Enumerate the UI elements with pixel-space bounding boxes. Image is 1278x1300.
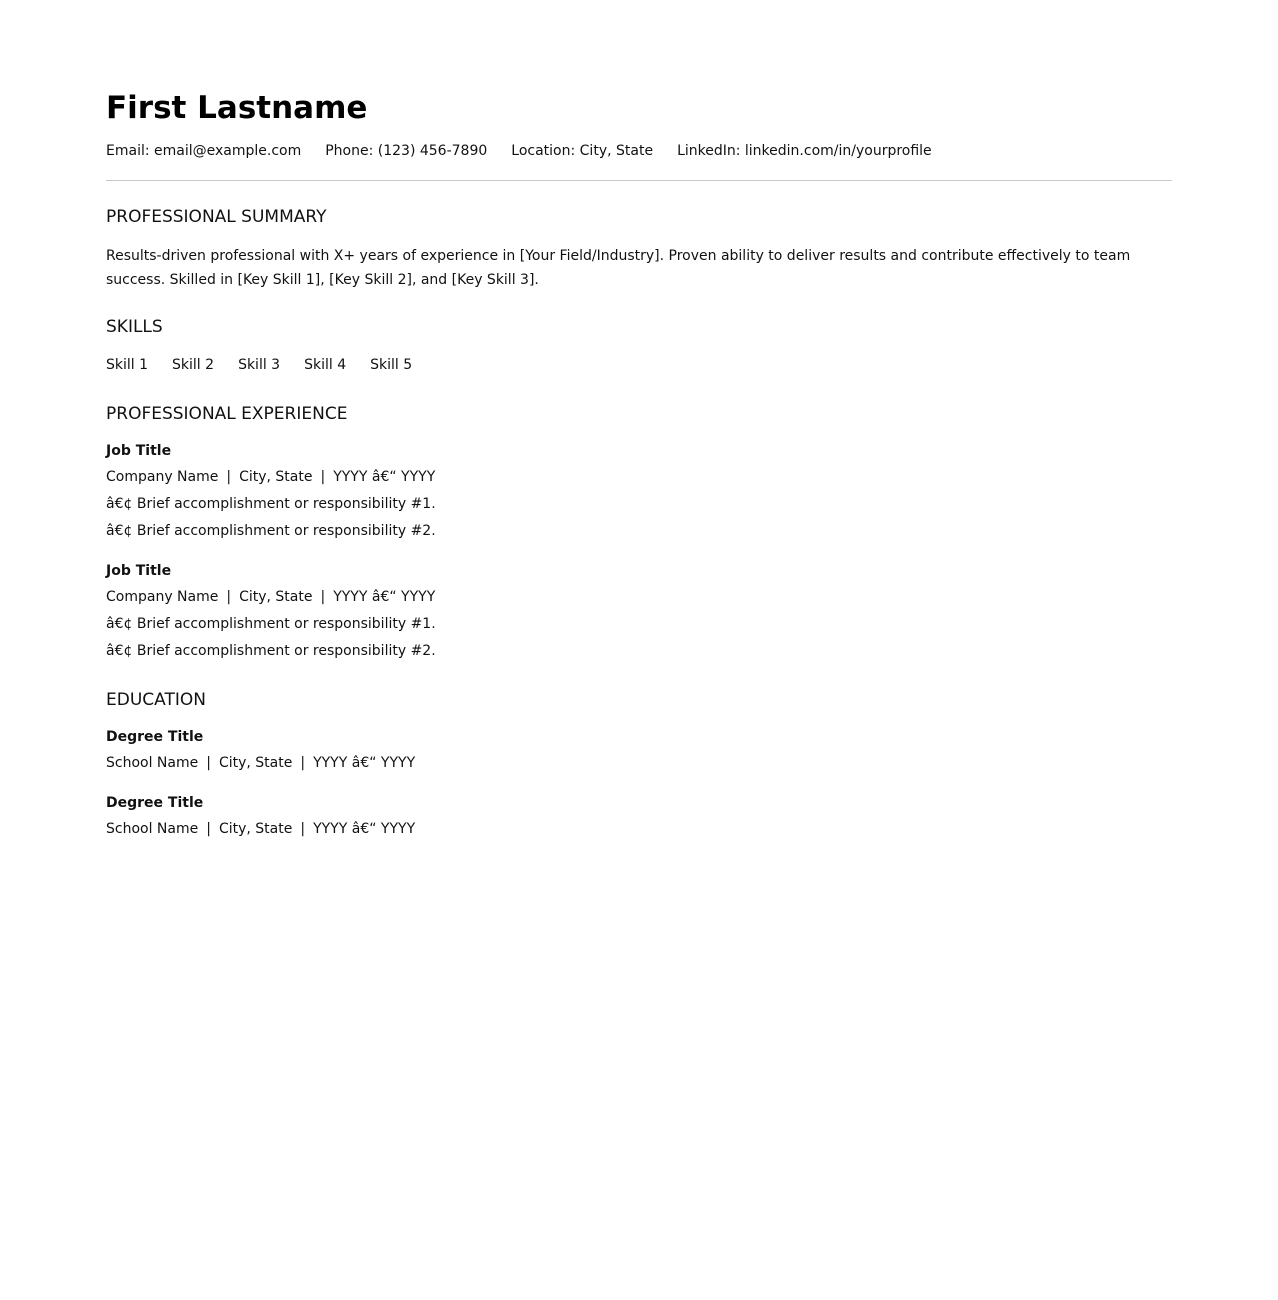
skill-item: Skill 5: [370, 357, 413, 373]
separator: |: [320, 589, 326, 605]
job-dates: YYYY â€“ YYYY: [333, 469, 436, 485]
job-meta: [106, 469, 435, 485]
education-dates: YYYY â€“ YYYY: [313, 755, 416, 771]
job-location: City, State: [239, 589, 313, 605]
school-name: School Name: [106, 821, 199, 837]
separator: |: [300, 821, 306, 837]
job-bullet: â€¢ Brief accomplishment or responsibility #1.: [106, 616, 436, 632]
company-name: Company Name: [106, 469, 219, 485]
skill-item: Skill 4: [304, 357, 347, 373]
degree-title: Degree Title: [106, 795, 204, 811]
separator: |: [320, 469, 326, 485]
contact-phone: Phone: (123) 456-7890: [325, 143, 488, 159]
experience-heading: PROFESSIONAL EXPERIENCE: [106, 404, 348, 424]
skills-list: [106, 357, 412, 373]
school-location: City, State: [218, 755, 293, 771]
company-name: Company Name: [106, 589, 219, 605]
job-bullet: â€¢ Brief accomplishment or responsibility #2.: [106, 523, 436, 539]
separator: |: [226, 589, 232, 605]
separator: |: [206, 755, 211, 771]
skill-item: Skill 3: [238, 357, 281, 373]
education-dates: YYYY â€“ YYYY: [313, 821, 416, 837]
resume-name: First Lastname: [106, 90, 368, 126]
education-heading: EDUCATION: [106, 690, 206, 710]
separator: |: [226, 469, 232, 485]
contact-linkedin: LinkedIn: linkedin.com/in/yourprofile: [677, 143, 932, 159]
job-bullet: â€¢ Brief accomplishment or responsibility #1.: [106, 496, 436, 512]
school-location: City, State: [218, 821, 293, 837]
contact-line: [106, 143, 932, 159]
contact-email: Email: email@example.com: [106, 143, 302, 159]
contact-location: Location: City, State: [511, 143, 654, 159]
job-title: Job Title: [106, 443, 172, 459]
skill-item: Skill 1: [106, 357, 149, 373]
summary-heading: PROFESSIONAL SUMMARY: [106, 207, 327, 227]
education-meta: [106, 821, 415, 837]
job-dates: YYYY â€“ YYYY: [333, 589, 436, 605]
degree-title: Degree Title: [106, 729, 204, 745]
school-name: School Name: [106, 755, 199, 771]
education-meta: [106, 755, 415, 771]
separator: |: [206, 821, 211, 837]
job-location: City, State: [239, 469, 313, 485]
job-bullet: â€¢ Brief accomplishment or responsibility #2.: [106, 643, 436, 659]
separator: |: [300, 755, 306, 771]
header-divider: [106, 180, 1172, 181]
skill-item: Skill 2: [172, 357, 215, 373]
skills-heading: SKILLS: [106, 317, 163, 337]
job-title: Job Title: [106, 563, 172, 579]
summary-text: Results-driven professional with X+ years of experience in [Your Field/Industry]. Proven ability to deliver results and contribute effectively to team success. Skilled in [Key Skill 1], [Key Skill 2], and [Key Skill 3].: [106, 248, 1131, 288]
job-meta: [106, 589, 435, 605]
